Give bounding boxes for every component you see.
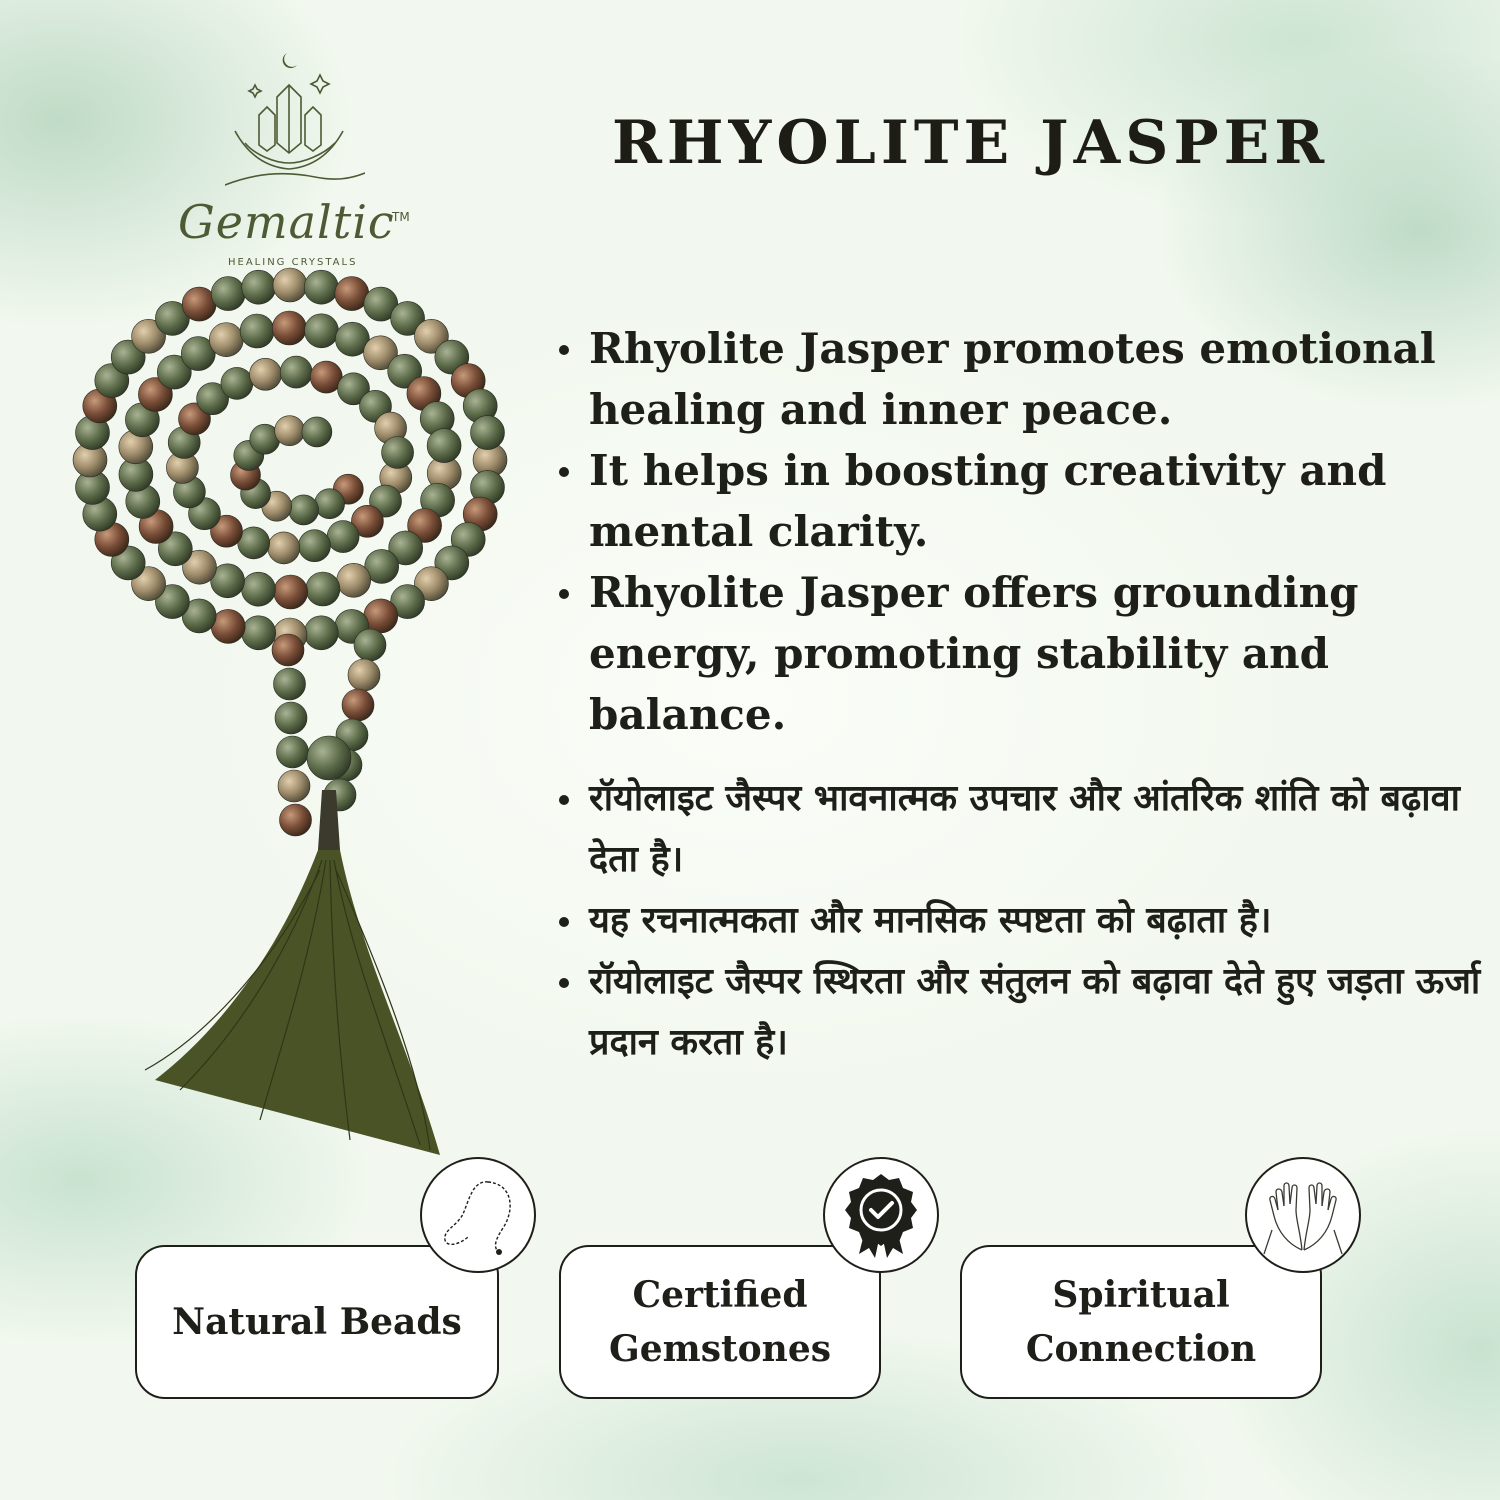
mala-bead	[275, 702, 307, 734]
mala-bead	[242, 270, 276, 304]
brand-logo	[170, 45, 420, 268]
mala-bead	[277, 736, 309, 768]
mala-bead	[242, 616, 276, 650]
mala-bead	[250, 358, 282, 390]
mala-bead	[299, 530, 331, 562]
mala-bead	[268, 532, 300, 564]
tassel	[145, 790, 440, 1155]
mala-bead	[304, 270, 338, 304]
benefit-hindi-item: रॉयोलाइट जैस्पर भावनात्मक उपचार और आंतरिक शांति को बढ़ावा देता है।	[555, 768, 1495, 890]
benefit-english-item: Rhyolite Jasper offers grounding energy, promoting stability and balance.	[555, 562, 1460, 745]
mala-bead	[305, 314, 339, 348]
product-title: RHYOLITE JASPER	[612, 108, 1330, 178]
mala-bead	[275, 416, 305, 446]
mala-bead	[209, 323, 243, 357]
mala-bead	[289, 495, 319, 525]
feature-badge-spiritual	[960, 1245, 1322, 1399]
crystal-lotus-hand-icon	[225, 45, 365, 195]
mala-bead	[240, 314, 274, 348]
benefit-hindi-item: यह रचनात्मकता और मानसिक स्पष्टता को बढ़ाता है।	[555, 890, 1495, 951]
feature-badge-natural-beads	[135, 1245, 499, 1399]
trademark-symbol: TM	[392, 210, 410, 224]
brand-name: Gemaltic	[178, 195, 395, 249]
mala-bead	[272, 634, 304, 666]
benefits-english-list	[555, 318, 1460, 745]
mala-bead	[306, 572, 340, 606]
mala-bead	[315, 489, 345, 519]
mala-bead	[273, 268, 307, 302]
mala-bead	[302, 417, 332, 447]
mala-bead	[307, 736, 351, 780]
mala-bead	[348, 659, 380, 691]
bead-necklace-icon	[420, 1157, 536, 1273]
mala-bead	[354, 629, 386, 661]
mala-bead	[427, 429, 461, 463]
mala-bead	[280, 356, 312, 388]
mala-bead	[278, 770, 310, 802]
certified-badge-icon	[823, 1157, 939, 1273]
mala-bead	[272, 311, 306, 345]
brand-tagline: HEALING CRYSTALS	[228, 257, 358, 268]
mala-bead	[471, 416, 505, 450]
mala-bead	[221, 367, 253, 399]
feature-badge-certified	[559, 1245, 881, 1399]
benefit-english-item: Rhyolite Jasper promotes emotional healing and inner peace.	[555, 318, 1460, 440]
mala-bead	[327, 521, 359, 553]
open-hands-icon	[1245, 1157, 1361, 1273]
mala-bead	[280, 804, 312, 836]
mala-bead	[304, 616, 338, 650]
mala-bead	[382, 437, 414, 469]
mala-bead	[274, 575, 308, 609]
mala-bead	[337, 563, 371, 597]
mala-necklace-image	[50, 250, 550, 1170]
benefit-hindi-item: रॉयोलाइट जैस्पर स्थिरता और संतुलन को बढ़ावा देते हुए जड़ता ऊर्जा प्रदान करता है।	[555, 951, 1495, 1073]
feature-label: Natural Beads	[172, 1301, 462, 1343]
benefits-hindi-list	[555, 768, 1495, 1073]
mala-bead	[211, 277, 245, 311]
mala-bead	[242, 572, 276, 606]
feature-label: Spiritual Connection	[1025, 1274, 1257, 1370]
feature-label: Certified Gemstones	[609, 1274, 831, 1370]
benefit-english-item: It helps in boosting creativity and mental clarity.	[555, 440, 1460, 562]
mala-bead	[274, 668, 306, 700]
mala-bead	[342, 689, 374, 721]
